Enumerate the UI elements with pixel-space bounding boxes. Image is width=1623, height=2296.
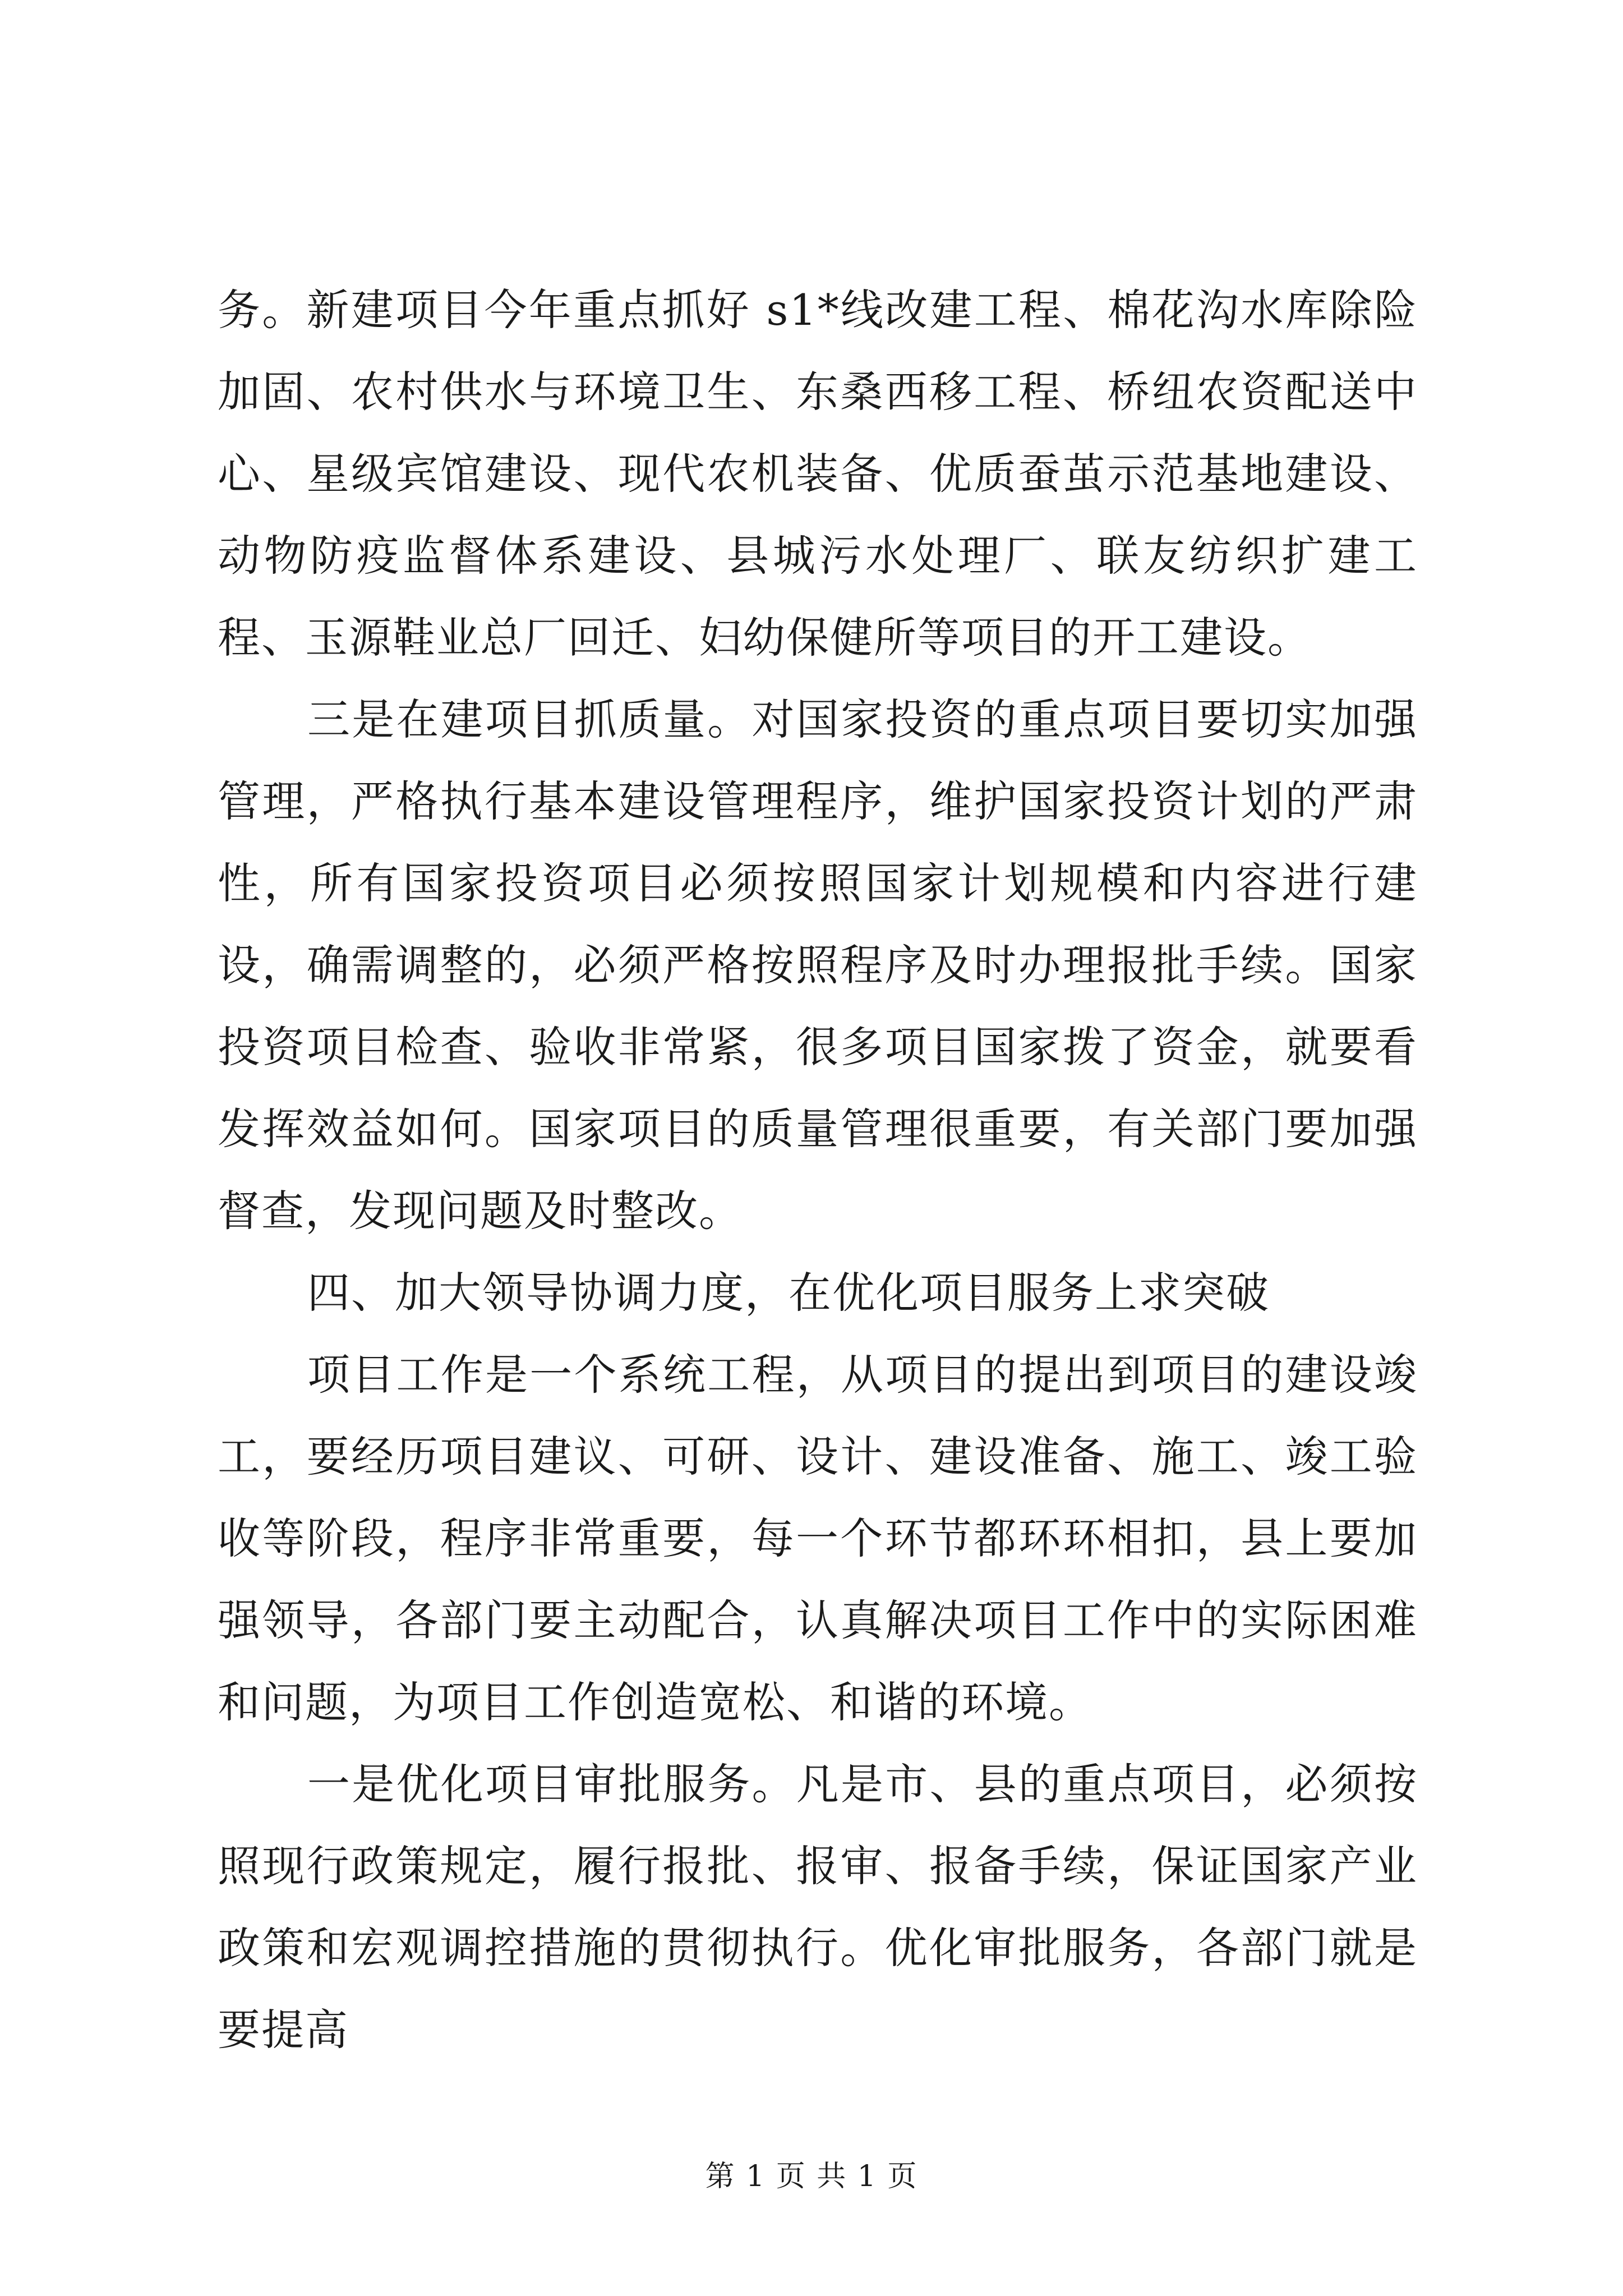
paragraph-system-engineering: 项目工作是一个系统工程，从项目的提出到项目的建设竣工，要经历项目建议、可研、设计、建设准备、施工、竣工验收等阶段，程序非常重要，每一个环节都环环相扣，县上要加强领导，各部门要主动配合，认真解决项目工作中的实际困难和问题，为项目工作创造宽松、和谐的环境。 — [218, 1350, 1418, 1727]
document-body — [218, 269, 1418, 2071]
paragraph-continuation: 务。新建项目今年重点抓好 s1*线改建工程、棉花沟水库除险加固、农村供水与环境卫生、东桑西移工程、桥纽农资配送中心、星级宾馆建设、现代农机装备、优质蚕茧示范基地建设、动物防疫监督体系建设、县城污水处理厂、联友纺织扩建工程、玉源鞋业总厂回迁、妇幼保健所等项目的开工建设。 — [218, 285, 1418, 662]
paragraph-approval-service: 一是优化项目审批服务。凡是市、县的重点项目，必须按照现行政策规定，履行报批、报审、报备手续，保证国家产业政策和宏观调控措施的贯彻执行。优化审批服务，各部门就是要提高 — [218, 1759, 1418, 2055]
paragraph-quality: 三是在建项目抓质量。对国家投资的重点项目要切实加强管理，严格执行基本建设管理程序，维护国家投资计划的严肃性，所有国家投资项目必须按照国家计划规模和内容进行建设，确需调整的，必须严格按照程序及时办理报批手续。国家投资项目检查、验收非常紧，很多项目国家拨了资金，就要看发挥效益如何。国家项目的质量管理很重要，有关部门要加强督查，发现问题及时整改。 — [218, 694, 1418, 1236]
page-footer: 第 1 页 共 1 页 — [705, 2160, 918, 2193]
section-heading: 四、加大领导协调力度，在优化项目服务上求突破 — [307, 1268, 1270, 1318]
